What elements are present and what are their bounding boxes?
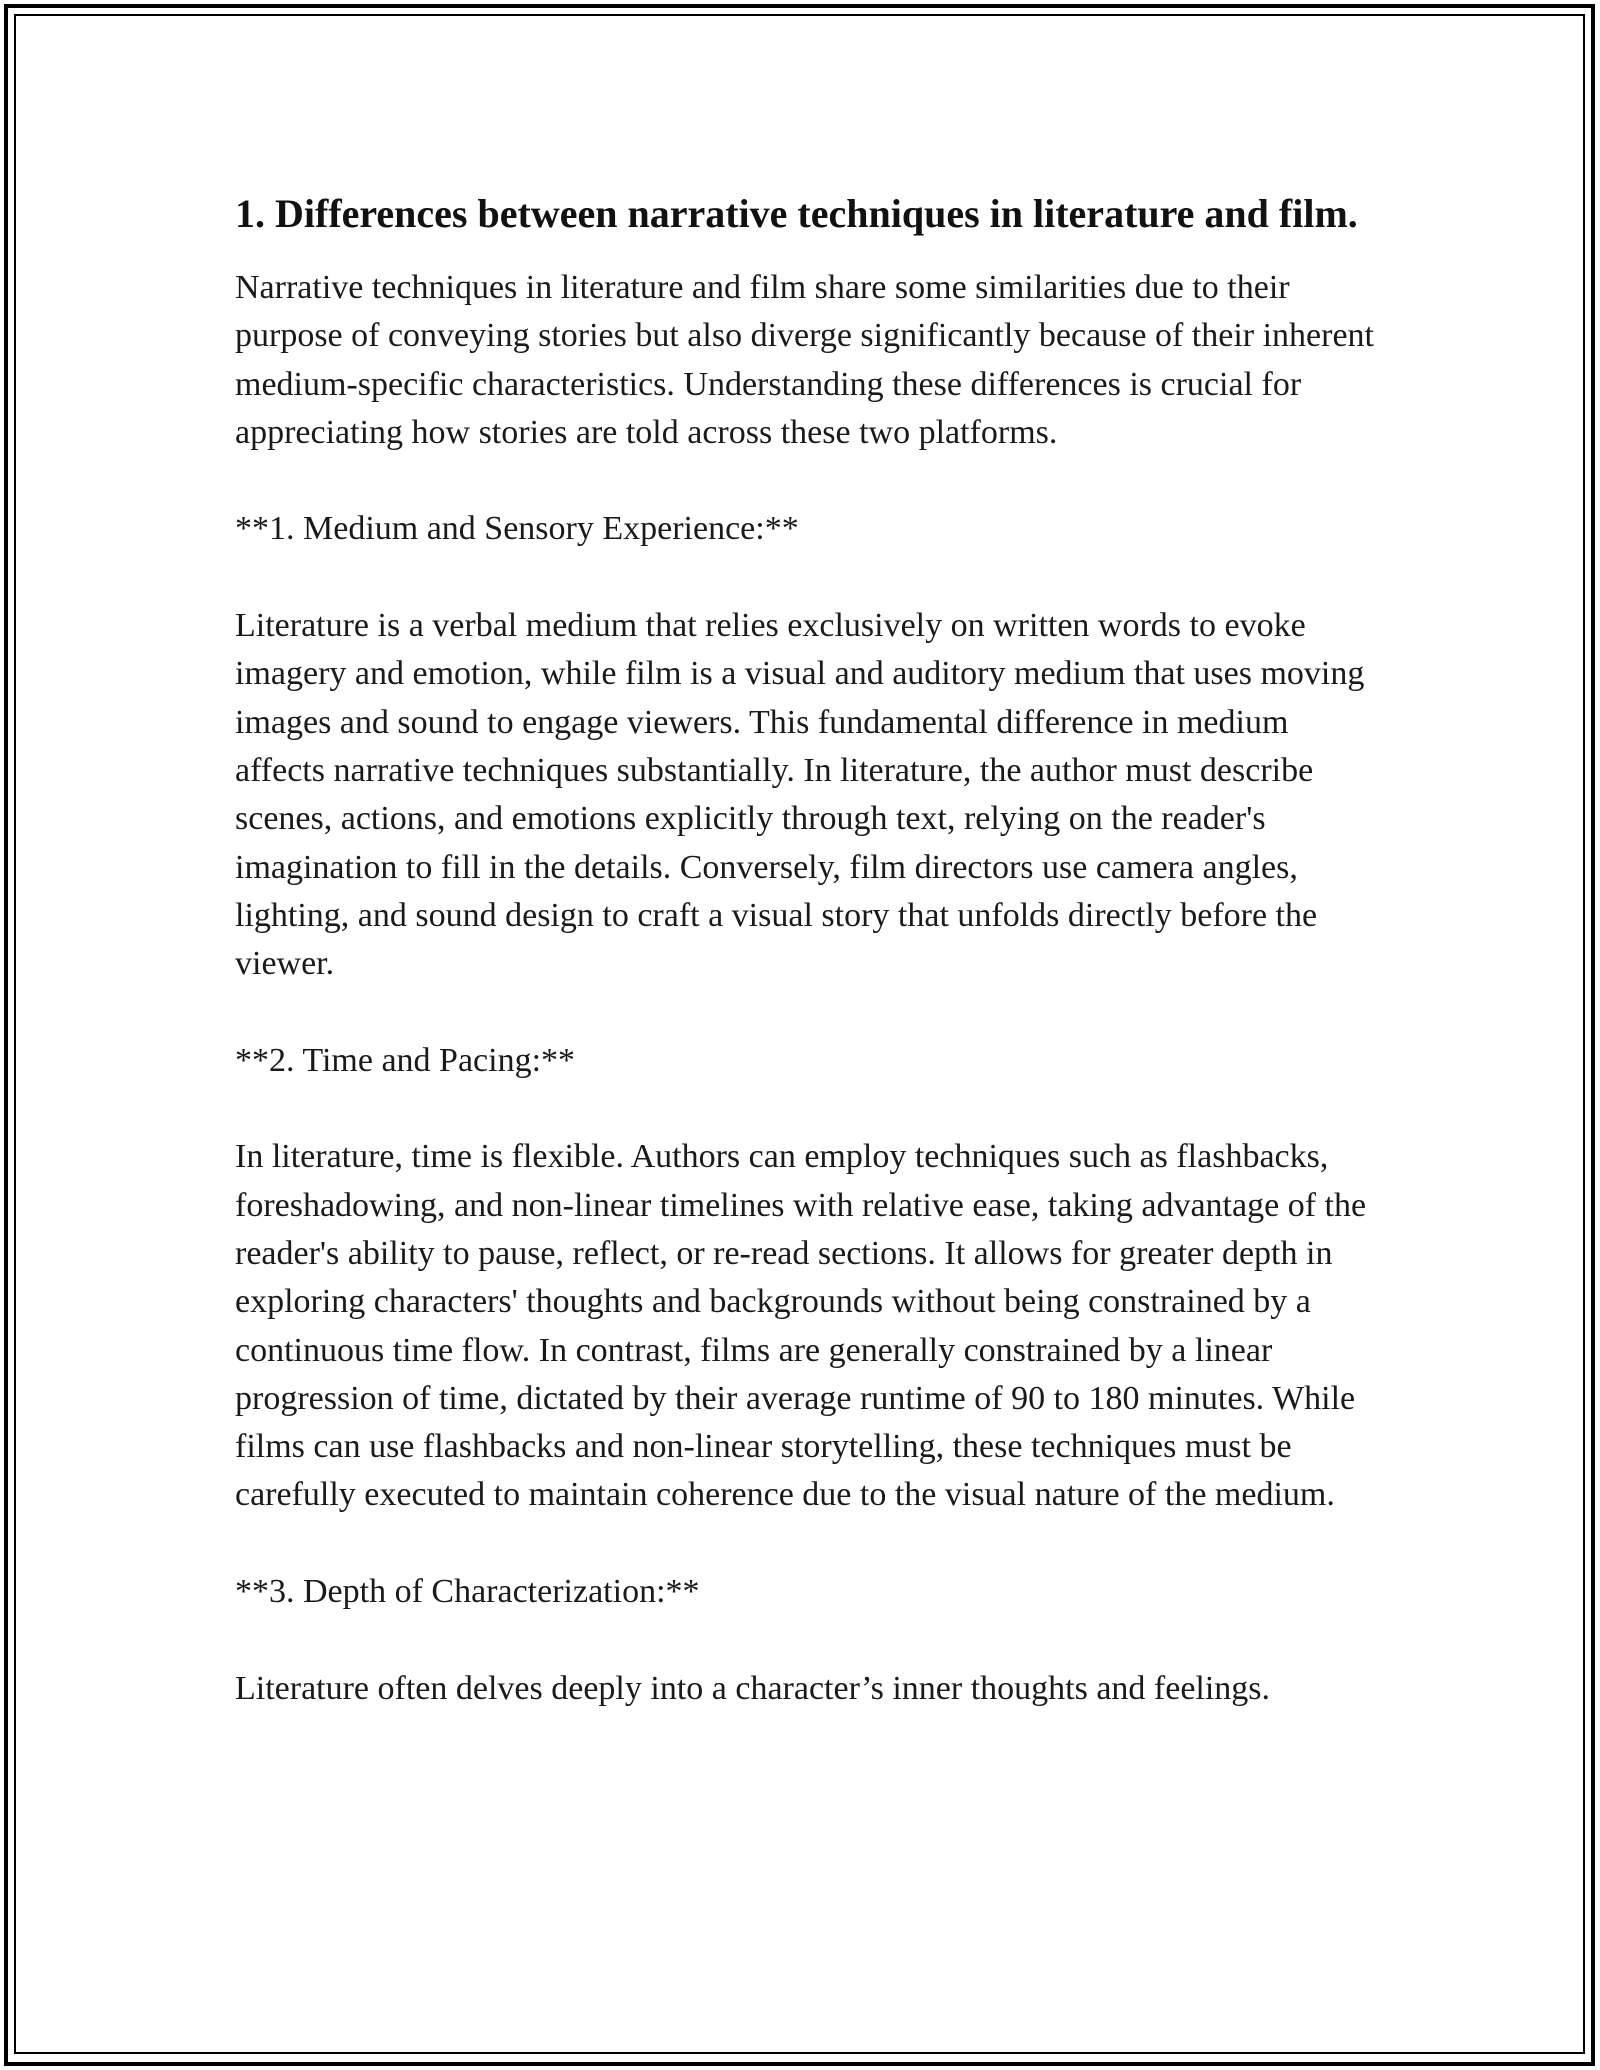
- time-paragraph: In literature, time is flexible. Authors can employ techniques such as flashbacks, foreshadowing, and non-linear timelines with relative ease, taking advantage of the reader's ability to pause, reflect, or re-read sections. It allows for greater depth in exploring characters' thoughts and backgrounds without being constrained by a continuous time flow. In contrast, films are generally constrained by a linear progression of time, dictated by their average runtime of 90 to 180 minutes. While films can use flashbacks and non-linear storytelling, these techniques must be carefully executed to maintain coherence due to the visual nature of the medium.: [235, 1138, 1367, 1514]
- section-heading-medium: **1. Medium and Sensory Experience:**: [235, 510, 799, 548]
- document-title: 1. Differences between narrative techniques in literature and film.: [235, 191, 1358, 236]
- section-heading-characterization: **3. Depth of Characterization:**: [235, 1573, 700, 1611]
- characterization-paragraph: Literature often delves deeply into a character’s inner thoughts and feelings.: [235, 1669, 1271, 1707]
- intro-paragraph: Narrative techniques in literature and film share some similarities due to their purpose of conveying stories but also diverge significantly because of their inherent medium-specific characteristics. Understanding these differences is crucial for appreciating how stories are told across these two platforms.: [235, 269, 1374, 451]
- medium-paragraph: Literature is a verbal medium that relies exclusively on written words to evoke imagery and emotion, while film is a visual and auditory medium that uses moving images and sound to engage viewers. This fundamental difference in medium affects narrative techniques substantially. In literature, the author must describe scenes, actions, and emotions explicitly through text, relying on the reader's imagination to fill in the details. Conversely, film directors use camera angles, lighting, and sound design to craft a visual story that unfolds directly before the viewer.: [235, 607, 1365, 983]
- section-heading-time: **2. Time and Pacing:**: [235, 1041, 576, 1079]
- document-body: [235, 186, 1375, 1713]
